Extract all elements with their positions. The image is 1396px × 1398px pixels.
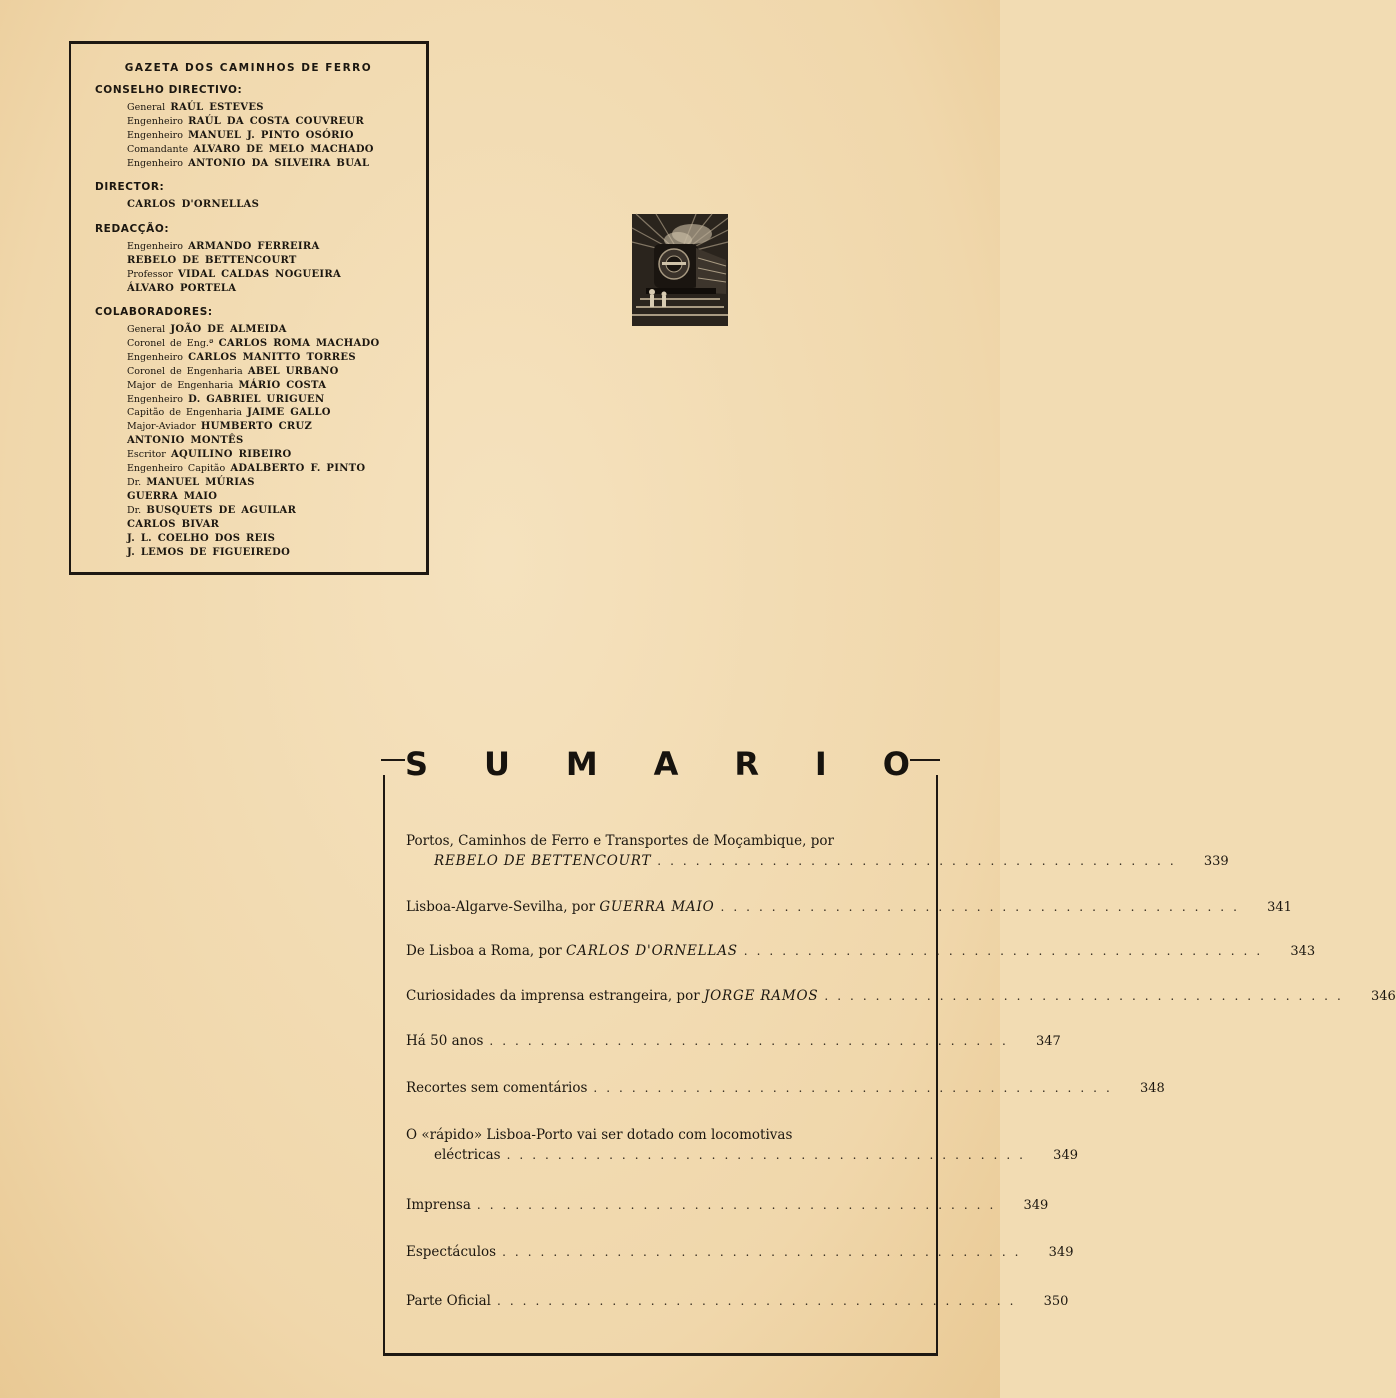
member-line: Engenheiro CARLOS MANITTO TORRES: [127, 351, 356, 363]
toc-item: Recortes sem comentários ......................................... 348: [406, 1080, 1165, 1096]
member-line: General JOÃO DE ALMEIDA: [127, 324, 287, 335]
member-line: Escritor AQUILINO RIBEIRO: [127, 449, 292, 461]
sumario-box: [383, 745, 1396, 1356]
header-rule-right: [910, 759, 940, 761]
section-heading: CONSELHO DIRECTIVO:: [95, 84, 243, 96]
toc-item: Lisboa-Algarve-Sevilha, por GUERRA MAIO ......................................... 341: [406, 899, 1292, 915]
member-line: CARLOS D'ORNELLAS: [127, 199, 260, 210]
member-line: GUERRA MAIO: [127, 490, 218, 502]
section-heading: REDACÇÃO:: [95, 223, 170, 235]
member-line: Professor VIDAL CALDAS NOGUEIRA: [127, 268, 342, 280]
toc-item: Parte Oficial ......................................... 350: [406, 1293, 1069, 1309]
section-heading: DIRECTOR:: [95, 181, 165, 193]
sumario-header: [381, 745, 940, 793]
member-line: Engenheiro ARMANDO FERREIRA: [127, 241, 320, 252]
locomotive-woodcut-illustration: [632, 214, 728, 326]
member-line: Comandante ALVARO DE MELO MACHADO: [127, 143, 374, 155]
toc-item: Curiosidades da imprensa estrangeira, por JORGE RAMOS ......................................... 346: [406, 988, 1396, 1004]
member-line: CARLOS BIVAR: [127, 518, 220, 530]
toc-item: Há 50 anos ......................................... 347: [406, 1033, 1061, 1049]
member-line: J. L. COELHO DOS REIS: [127, 532, 276, 544]
section-redaccao: [97, 223, 341, 296]
header-rule-left: [381, 759, 405, 761]
member-line: Dr. BUSQUETS DE AGUILAR: [127, 504, 297, 516]
section-conselho-directivo: [97, 84, 374, 171]
member-line: REBELO DE BETTENCOURT: [127, 254, 297, 266]
toc-item: Imprensa ......................................... 349: [406, 1197, 1049, 1213]
member-line: Engenheiro ANTONIO DA SILVEIRA BUAL: [127, 157, 370, 169]
masthead-box: [69, 41, 429, 575]
member-line: Coronel de Engenharia ABEL URBANO: [127, 365, 339, 377]
member-line: Capitão de Engenharia JAIME GALLO: [127, 407, 331, 419]
member-line: Engenheiro Capitão ADALBERTO F. PINTO: [127, 463, 366, 475]
member-line: J. LEMOS DE FIGUEIREDO: [127, 546, 291, 558]
member-line: Engenheiro RAÚL DA COSTA COUVREUR: [127, 115, 365, 127]
member-line: General RAÚL ESTEVES: [127, 102, 264, 113]
section-director: [97, 181, 259, 212]
member-line: ANTONIO MONTÊS: [127, 435, 244, 447]
toc-item: De Lisboa a Roma, por CARLOS D'ORNELLAS ......................................... 343: [406, 943, 1316, 959]
member-line: ÁLVARO PORTELA: [127, 282, 237, 294]
member-line: Major-Aviador HUMBERTO CRUZ: [127, 421, 313, 433]
masthead-title: GAZETA DOS CAMINHOS DE FERRO: [124, 62, 373, 74]
toc-item: Portos, Caminhos de Ferro e Transportes de Moçambique, por REBELO DE BETTENCOURT ......................................... 339: [406, 833, 1229, 869]
member-line: Engenheiro D. GABRIEL URIGUEN: [127, 393, 325, 405]
member-line: Dr. MANUEL MÚRIAS: [127, 476, 255, 488]
section-heading: COLABORADORES:: [95, 306, 213, 318]
section-colaboradores: [97, 306, 380, 559]
member-line: Coronel de Eng.ª CARLOS ROMA MACHADO: [127, 337, 380, 349]
toc-item: Espectáculos ......................................... 349: [406, 1244, 1074, 1260]
toc-item: O «rápido» Lisboa-Porto vai ser dotado com locomotivas eléctricas ......................................... 349: [406, 1127, 1078, 1163]
member-line: Engenheiro MANUEL J. PINTO OSÓRIO: [127, 129, 354, 141]
member-line: Major de Engenharia MÁRIO COSTA: [127, 379, 327, 391]
sumario-title: S U M A R I O: [405, 745, 910, 783]
